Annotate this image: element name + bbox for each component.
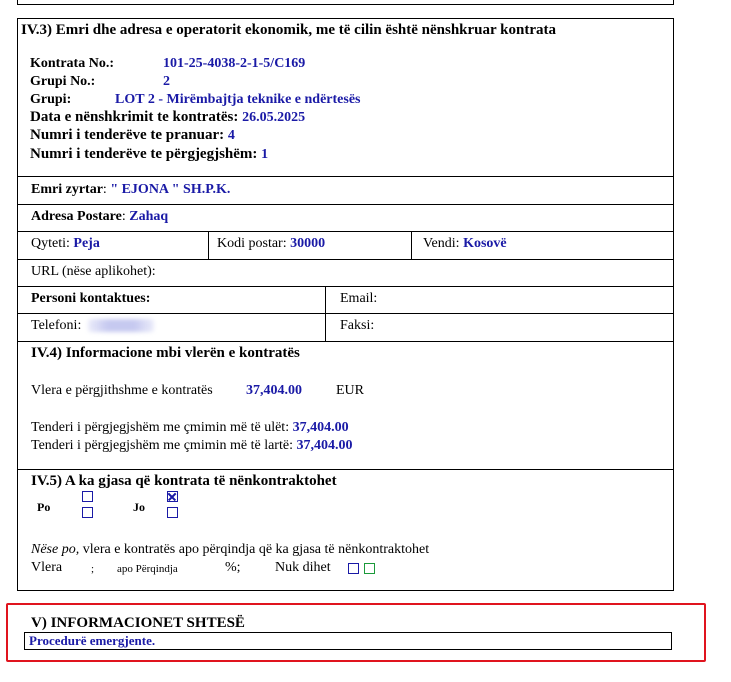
nese-italic: Nëse po,: [31, 542, 80, 557]
po-label: Po: [37, 500, 51, 514]
data-value: 26.05.2025: [242, 110, 306, 125]
adresa-row: Adresa Postare: Zahaq: [31, 209, 169, 224]
kontrata-label: Kontrata No.:: [30, 56, 114, 71]
nese-row: [31, 542, 429, 558]
url-label: URL (nëse aplikohet):: [31, 264, 156, 279]
ulet-value: 37,404.00: [292, 420, 349, 435]
adresa-label: Adresa Postare: [31, 209, 122, 224]
adresa-value: Zahaq: [129, 209, 169, 224]
prev-box-bottom-edge: [17, 4, 674, 5]
po-checkbox[interactable]: [82, 507, 93, 518]
percent-label: %;: [225, 560, 241, 575]
vendi-row: [423, 236, 507, 252]
vendi-label: Vendi:: [423, 236, 460, 251]
pergjegjshem-row: [30, 146, 268, 163]
section-v-value: Procedurë emergjente.: [29, 633, 156, 648]
currency: EUR: [336, 383, 364, 398]
kodi-value: 30000: [290, 236, 326, 251]
faksi-label: Faksi:: [340, 318, 375, 333]
ulet-label: Tenderi i përgjegjshëm me çmimin më të ulët:: [31, 420, 290, 435]
pranuar-row: [30, 127, 235, 144]
nese-rest: vlera e kontratës apo përqindja që ka gjasa të nënkontraktohet: [79, 542, 430, 557]
emri-label: Emri zyrtar: [31, 182, 103, 197]
emri-row: Emri zyrtar: " EJONA " SH.P.K.: [31, 182, 231, 197]
data-row: [30, 109, 305, 126]
vendi-value: Kosovë: [463, 236, 507, 251]
larte-value: 37,404.00: [296, 438, 353, 453]
section-iv4-title: IV.4) Informacione mbi vlerën e kontratës: [31, 345, 300, 361]
highlight-frame: [6, 603, 706, 662]
email-label: Email:: [340, 291, 378, 306]
telefoni-label: Telefoni:: [31, 318, 82, 333]
personi-row: [31, 291, 150, 307]
vlera-iv5-label: Vlera: [31, 560, 63, 575]
nuk-dihet-label: Nuk dihet: [275, 560, 331, 575]
nuk-dihet-checkbox-blue[interactable]: [348, 563, 359, 574]
pranuar-value: 4: [227, 128, 235, 143]
larte-row: [31, 438, 352, 454]
data-label: Data e nënshkrimit te kontratës:: [30, 109, 239, 125]
grupi-no-label: Grupi No.:: [30, 74, 96, 89]
po-checkbox-top[interactable]: [82, 491, 93, 502]
vlera-label: Vlera e përgjithshme e kontratës: [31, 383, 213, 398]
kontrata-value: 101-25-4038-2-1-5/C169: [163, 56, 306, 71]
section-v-title: V) INFORMACIONET SHTESË: [31, 615, 245, 631]
pergjegjshem-label: Numri i tenderëve te përgjegjshëm:: [30, 146, 258, 162]
section-iv5-title: IV.5) A ka gjasa që kontrata të nënkontraktohet: [31, 473, 337, 489]
vlera-value: 37,404.00: [246, 383, 302, 398]
grupi-no-value: 2: [163, 74, 170, 89]
qyteti-row: [31, 236, 100, 252]
vlera-semicolon: ;: [91, 563, 95, 575]
jo-checkbox[interactable]: [167, 507, 178, 518]
kodi-label: Kodi postar:: [217, 236, 287, 251]
larte-label: Tenderi i përgjegjshëm me çmimin më të lartë:: [31, 438, 293, 453]
redacted-phone: [88, 319, 154, 332]
perqindja-label: apo Përqindja: [117, 563, 178, 575]
pergjegjshem-value: 1: [261, 147, 269, 162]
jo-checkbox-checked[interactable]: [167, 491, 178, 502]
kodi-row: [217, 236, 325, 252]
ulet-row: [31, 420, 349, 436]
emri-value: " EJONA " SH.P.K.: [110, 182, 231, 197]
pranuar-label: Numri i tenderëve te pranuar:: [30, 127, 225, 143]
grupi-value: LOT 2 - Mirëmbajtja teknike e ndërtesës: [115, 92, 361, 107]
grupi-label: Grupi:: [30, 92, 72, 107]
qyteti-label: Qyteti:: [31, 236, 70, 251]
section-iv3-title: IV.3) Emri dhe adresa e operatorit ekonomik, me të cilin është nënshkruar kontrata: [21, 22, 556, 38]
jo-label: Jo: [133, 500, 145, 514]
personi-label: Personi kontaktues:: [31, 291, 151, 306]
nuk-dihet-checkbox-green[interactable]: [364, 563, 375, 574]
qyteti-value: Peja: [73, 236, 100, 251]
